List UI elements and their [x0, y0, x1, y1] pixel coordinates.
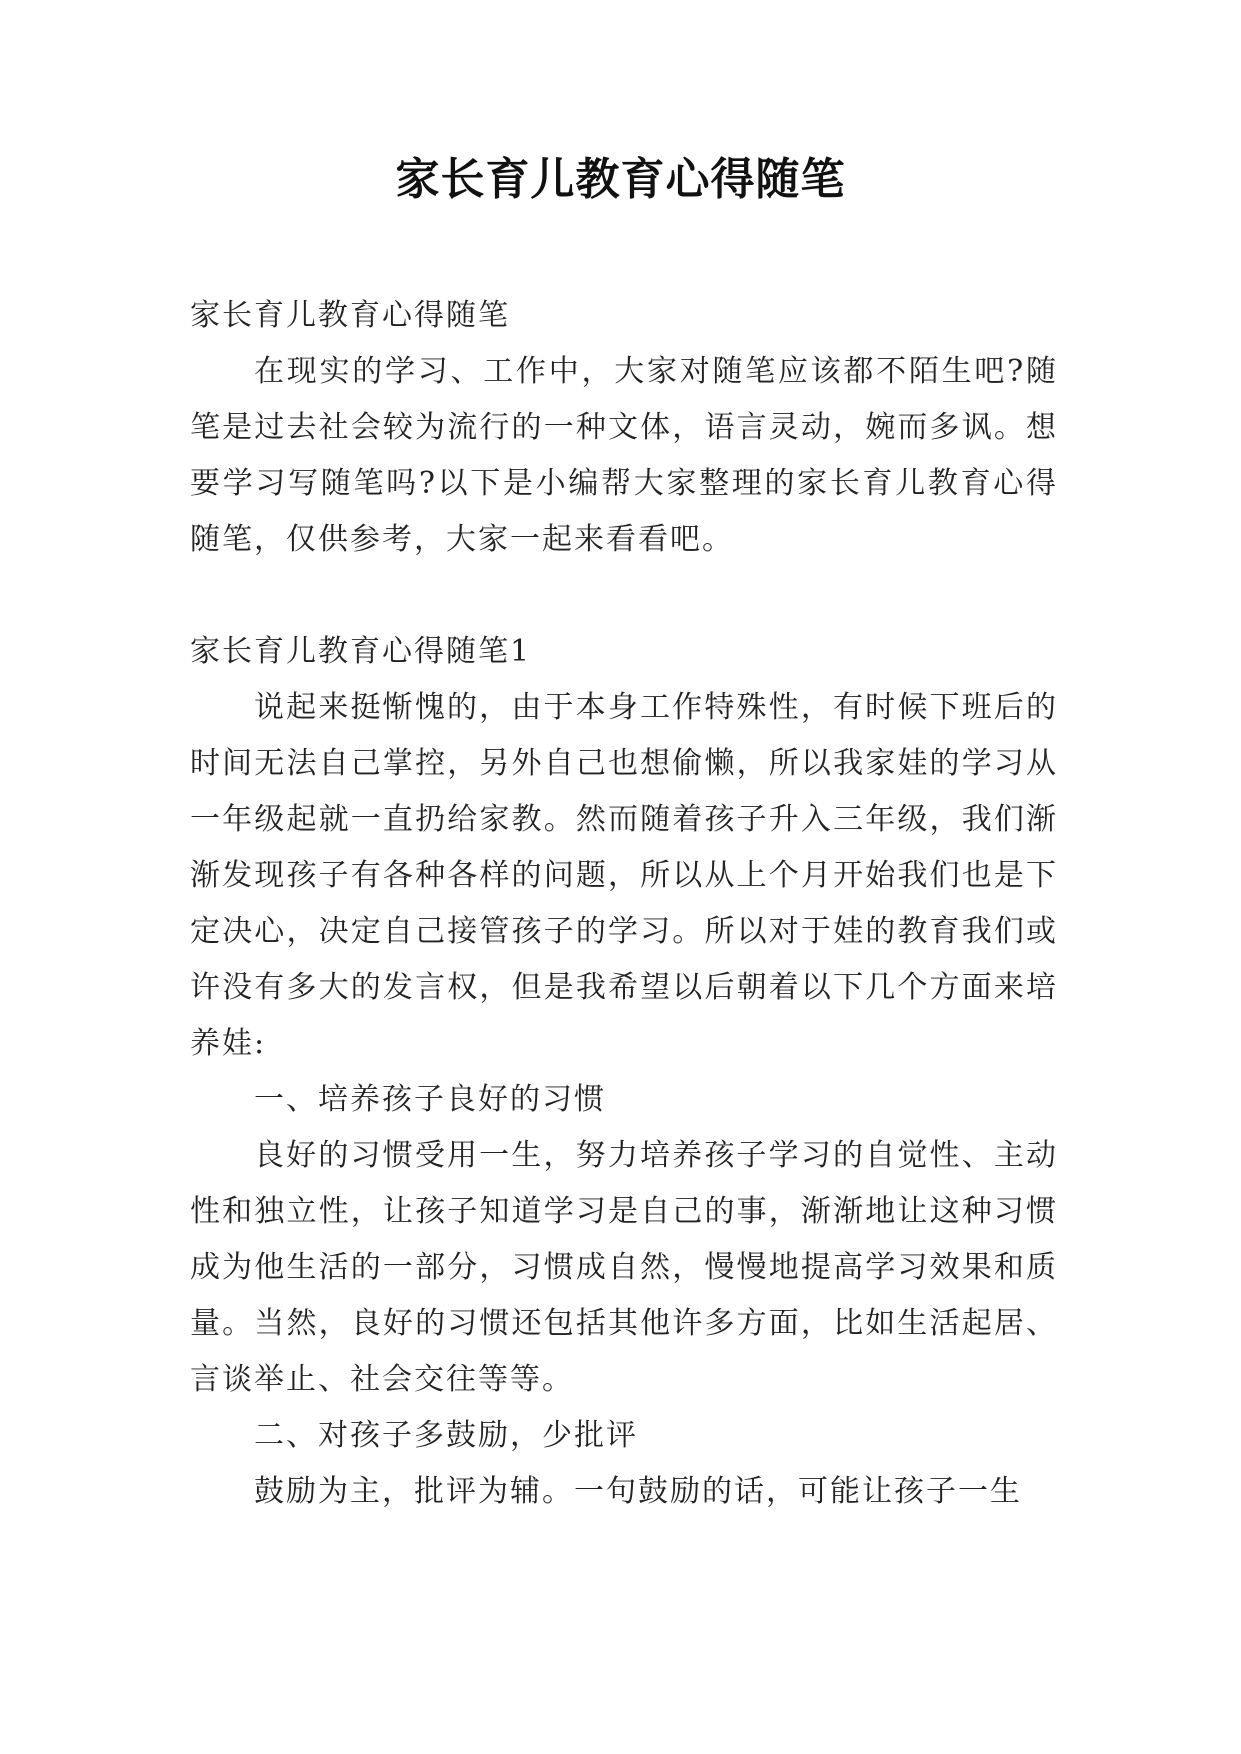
paragraph: 说起来挺惭愧的，由于本身工作特殊性，有时候下班后的时间无法自己掌控，另外自己也想偷懒，所以我家娃的学习从一年级起就一直扔给家教。然而随着孩子升入三年级，我们渐渐发现孩子有各种各样的问题，所以从上个月开始我们也是下定决心，决定自己接管孩子的学习。所以对于娃的教育我们或许没有多大的发言权，但是我希望以后朝着以下几个方面来培养娃:	[190, 690, 1058, 1061]
section-heading: 家长育儿教育心得随笔1	[190, 634, 532, 669]
document-body	[190, 288, 1058, 1520]
paragraph: 鼓励为主，批评为辅。一句鼓励的话，可能让孩子一生	[254, 1474, 1022, 1509]
subheading-encourage: 二、对孩子多鼓励，少批评	[254, 1418, 638, 1453]
subheading-habits: 一、培养孩子良好的习惯	[254, 1082, 606, 1117]
intro-paragraph: 在现实的学习、工作中，大家对随笔应该都不陌生吧?随笔是过去社会较为流行的一种文体，语言灵动，婉而多讽。想要学习写随笔吗?以下是小编帮大家整理的家长育儿教育心得随笔，仅供参考，大家一起来看看吧。	[190, 354, 1058, 557]
document-title: 家长育儿教育心得随笔	[395, 154, 846, 205]
section-gap	[190, 568, 1058, 624]
subtitle: 家长育儿教育心得随笔	[190, 298, 510, 333]
paragraph: 良好的习惯受用一生，努力培养孩子学习的自觉性、主动性和独立性，让孩子知道学习是自己的事，渐渐地让这种习惯成为他生活的一部分，习惯成自然，慢慢地提高学习效果和质量。当然，良好的习惯还包括其他许多方面，比如生活起居、言谈举止、社会交往等等。	[190, 1138, 1058, 1397]
